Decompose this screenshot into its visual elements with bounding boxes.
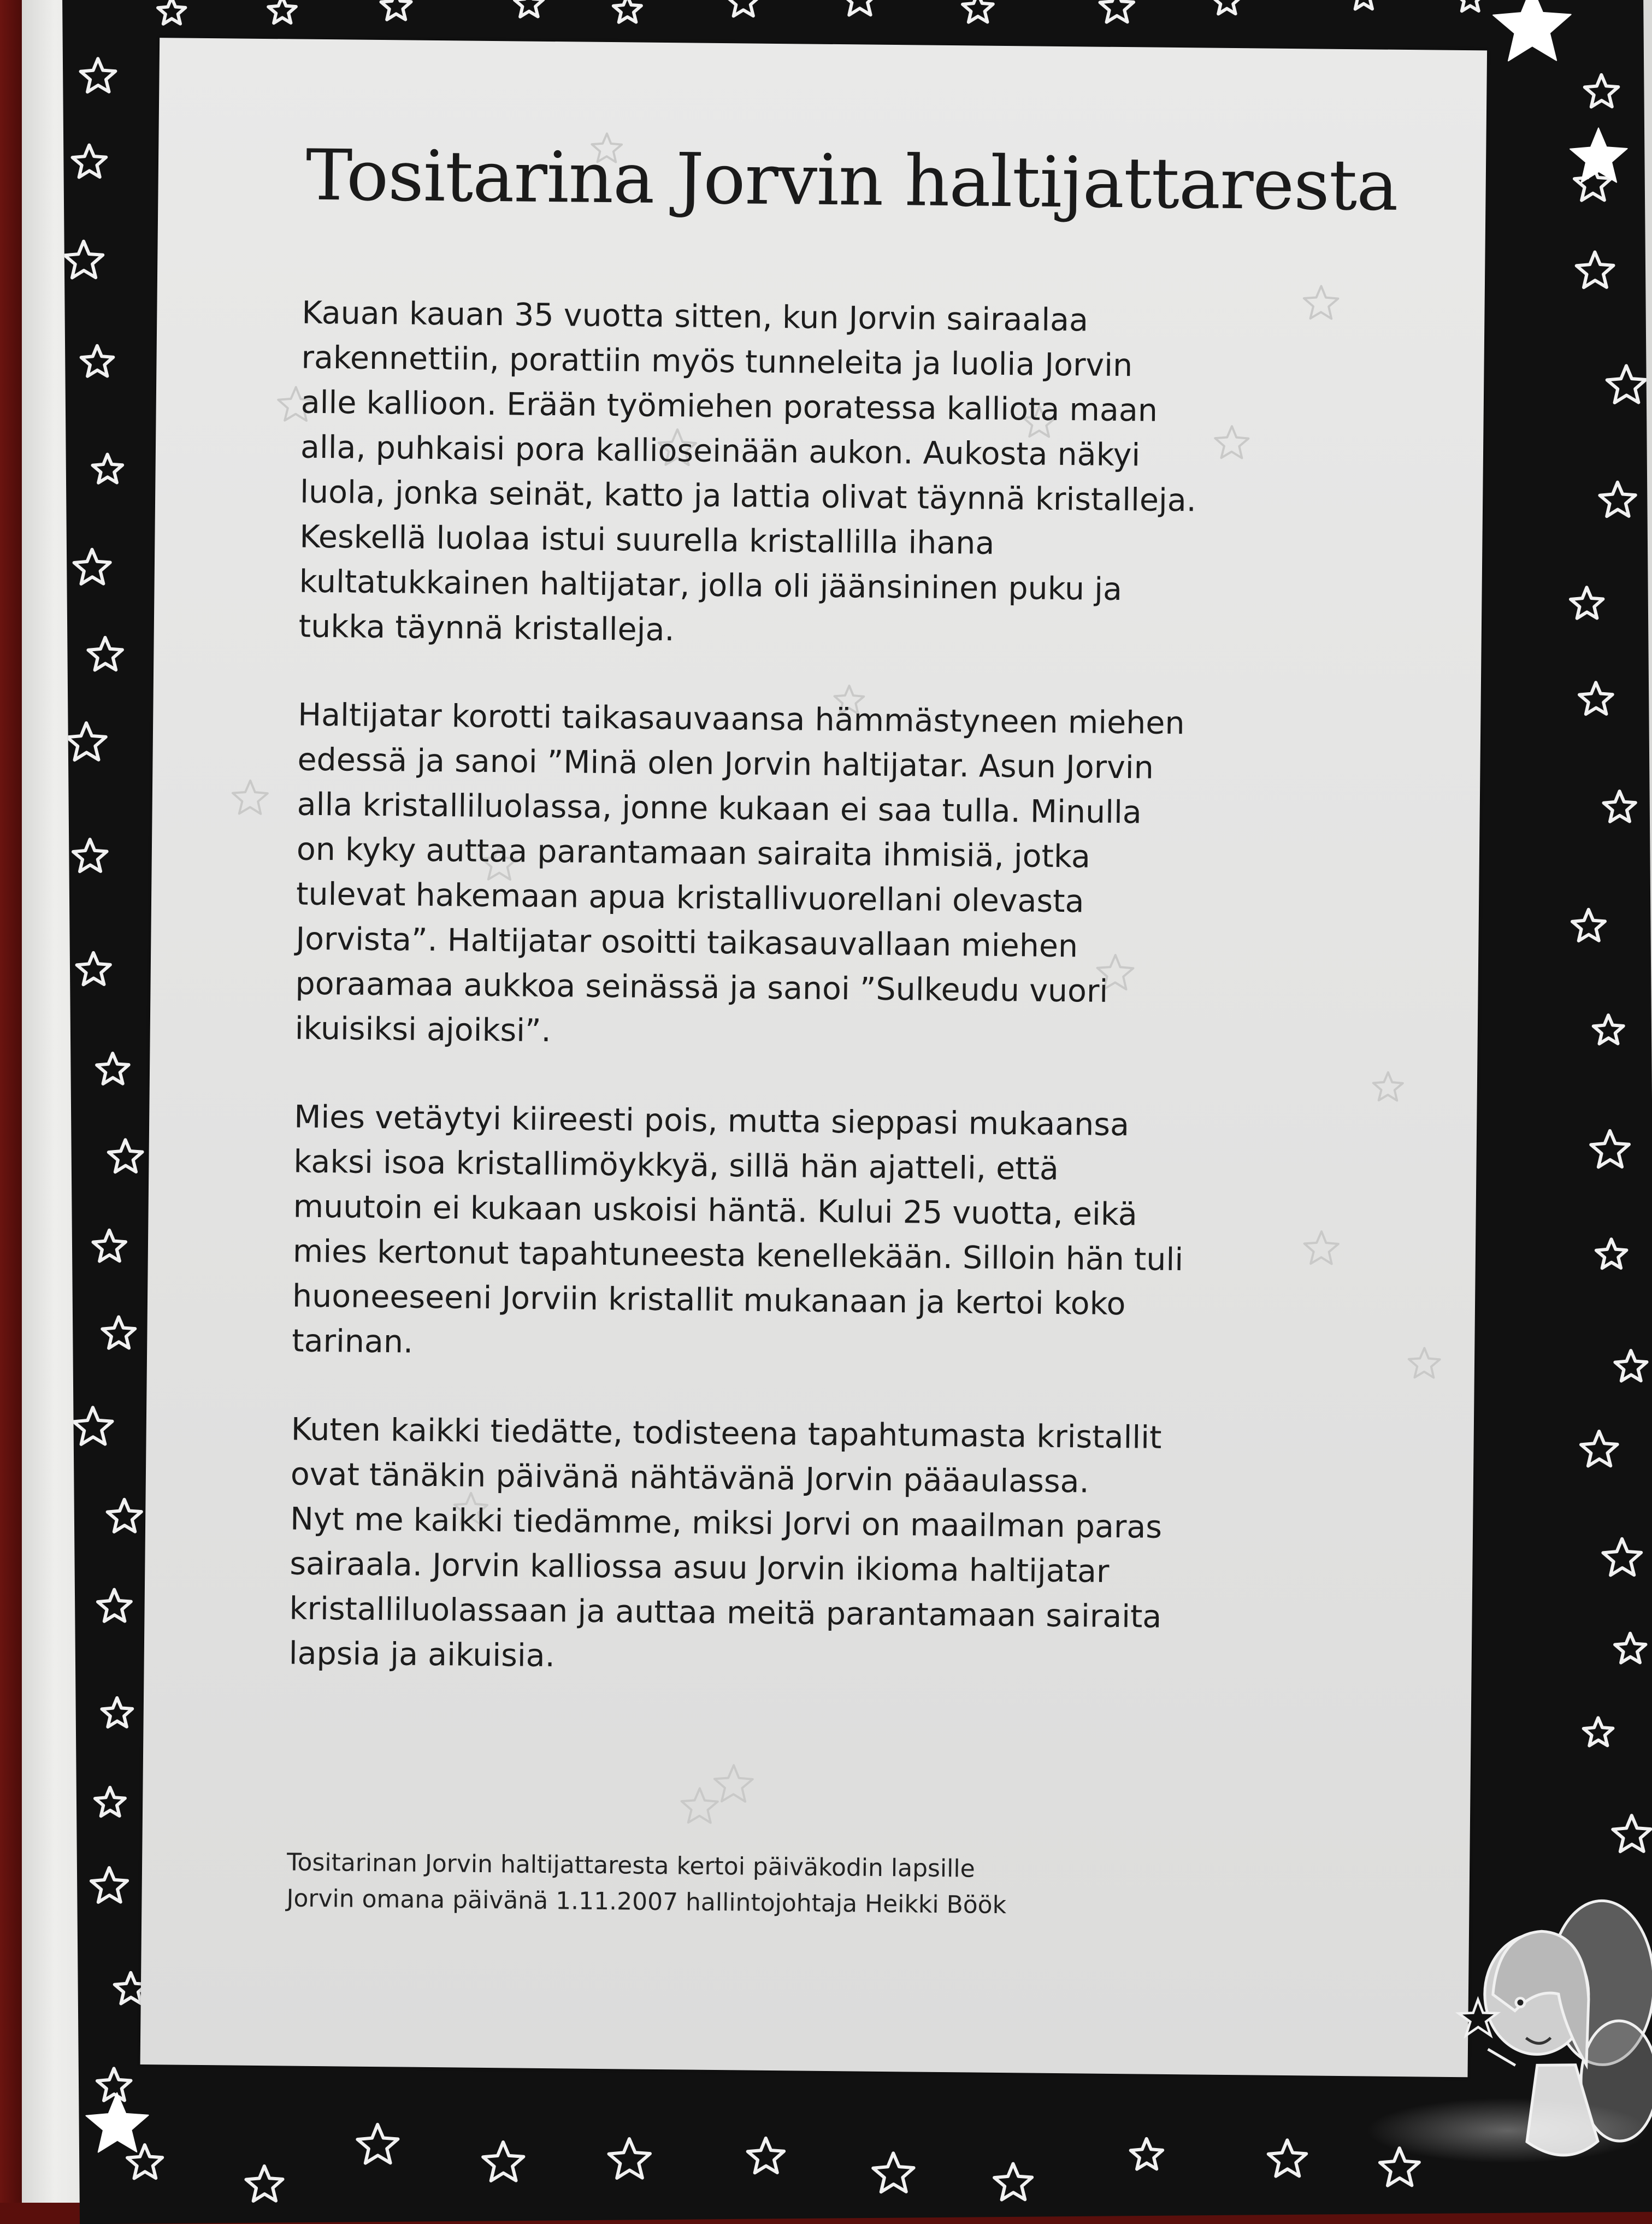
star-icon	[1304, 286, 1338, 318]
star-icon	[88, 638, 122, 670]
paragraph	[294, 693, 1199, 1060]
credit-line: Jorvin omana päivänä 1.11.2007 hallintojohtaja Heikki Böök	[286, 1884, 1007, 1920]
star-icon	[1350, 0, 1378, 9]
text-line: alla, puhkaisi pora kallioseinään aukon. Aukosta näkyi	[300, 429, 1141, 474]
star-icon	[1304, 1231, 1338, 1264]
star-icon	[1603, 1539, 1641, 1576]
star-icon	[72, 145, 106, 177]
star-icon	[1493, 0, 1572, 61]
star-icon	[1408, 1348, 1439, 1378]
text-line: Jorvista”. Haltijatar osoitti taikasauvallaan miehen	[296, 921, 1078, 965]
star-icon	[67, 723, 106, 760]
star-icon	[1579, 682, 1613, 714]
text-line: kultatukkainen haltijatar, jolla oli jäänsininen puku ja	[299, 563, 1123, 608]
paragraph	[298, 291, 1203, 658]
text-line: Kuten kaikki tiedätte, todisteena tapahtumasta kristallit	[291, 1411, 1162, 1456]
text-line: kristalliluolassaan ja auttaa meitä parantamaan sairaita	[289, 1590, 1162, 1635]
star-icon	[246, 2166, 283, 2201]
star-icon	[1585, 75, 1619, 107]
star-icon	[107, 1499, 141, 1532]
star-icon	[1130, 2139, 1163, 2169]
star-icon	[1615, 1633, 1646, 1663]
star-icon	[86, 2092, 149, 2152]
star-icon	[842, 0, 877, 15]
text-line: tarinan.	[291, 1323, 414, 1360]
text-line: poraamaa aukkoa seinässä ja sanoi ”Sulkeudu vuori	[295, 965, 1108, 1010]
star-icon	[1600, 482, 1636, 516]
credit-line: Tositarinan Jorvin haltijattaresta kertoi päiväkodin lapsille	[286, 1848, 975, 1883]
star-icon	[97, 2068, 131, 2101]
star-icon	[357, 2125, 398, 2163]
star-icon	[1591, 1130, 1629, 1167]
text-line: tukka täynnä kristalleja.	[298, 608, 675, 648]
star-icon	[1456, 0, 1484, 11]
star-icon	[73, 1407, 112, 1444]
star-icon	[102, 1698, 132, 1727]
star-icon	[1594, 1015, 1624, 1044]
poster	[62, 0, 1652, 2224]
star-icon	[609, 2139, 650, 2178]
star-icon	[681, 1788, 718, 1823]
star-icon	[515, 0, 544, 17]
star-icon	[76, 953, 110, 985]
text-line: rakennettiin, porattiin myös tunneleita ja luolia Jorvin	[301, 339, 1133, 384]
star-icon	[1603, 791, 1636, 822]
text-line: Keskellä luolaa istui suurella kristallilla ihana	[299, 518, 995, 562]
star-icon	[97, 1053, 129, 1084]
text-panel	[140, 38, 1488, 2077]
credit-footer	[286, 1845, 1052, 1924]
star-icon	[1373, 1072, 1403, 1101]
star-icon	[91, 1868, 128, 1902]
star-icon	[963, 0, 993, 22]
star-icon	[1572, 910, 1606, 941]
star-icon	[1571, 587, 1603, 618]
star-icon	[81, 346, 113, 376]
star-icon	[233, 780, 268, 813]
star-icon	[93, 1230, 126, 1261]
text-line: tulevat hakemaan apua kristallivuorellani olevasta	[296, 876, 1084, 920]
text-line: edessä ja sanoi ”Minä olen Jorvin haltijatar. Asun Jorvin	[297, 741, 1154, 786]
star-icon	[715, 1765, 753, 1802]
text-line: sairaala. Jorvin kalliossa asuu Jorvin ikioma haltijatar	[290, 1545, 1110, 1590]
star-icon	[73, 839, 107, 871]
text-line: muutoin ei kukaan uskoisi häntä. Kului 25 vuotta, eikä	[293, 1188, 1138, 1233]
star-icon	[1584, 1718, 1613, 1745]
star-icon	[102, 1317, 135, 1348]
text-line: on kyky auttaa parantamaan sairaita ihmisiä, jotka	[296, 831, 1091, 875]
star-icon	[158, 0, 186, 24]
star-icon	[1577, 252, 1614, 287]
star-icon	[381, 0, 411, 20]
star-icon	[747, 2138, 784, 2173]
star-icon	[1100, 0, 1134, 22]
text-line: Mies vetäytyi kiireesti pois, mutta sieppasi mukaansa	[293, 1099, 1130, 1143]
star-icon	[109, 1140, 143, 1172]
text-line: huoneeseeni Jorviin kristallit mukanaan ja kertoi koko	[292, 1278, 1126, 1323]
text-line: lapsia ja aikuisia.	[288, 1635, 556, 1674]
star-icon	[483, 2142, 524, 2181]
star-icon	[613, 0, 641, 22]
star-icon	[98, 1589, 131, 1621]
star-icon	[1215, 426, 1249, 458]
page-title: Tositarina Jorvin haltijattaresta	[305, 134, 1399, 227]
star-icon	[1613, 1815, 1651, 1851]
star-icon	[1570, 128, 1627, 182]
paragraph	[292, 1095, 1196, 1372]
text-line: kaksi isoa kristallimöykkyä, sillä hän ajatteli, että	[293, 1143, 1059, 1187]
star-icon	[1607, 365, 1645, 403]
text-line: ikuisiksi ajoiksi”.	[294, 1010, 552, 1049]
paragraph	[288, 1407, 1193, 1685]
star-icon	[727, 0, 759, 16]
star-icon	[1581, 1431, 1618, 1466]
star-icon	[873, 2153, 914, 2192]
star-icon	[95, 1788, 125, 1816]
text-line: alla kristalliluolassa, jonne kukaan ei saa tulla. Minulla	[297, 786, 1142, 831]
star-icon	[994, 2163, 1032, 2199]
star-icon	[1596, 1239, 1627, 1268]
star-icon	[92, 454, 122, 482]
text-line: alle kallioon. Erään työmiehen poratessa kalliota maan	[300, 384, 1158, 429]
text-line: mies kertonut tapahtuneesta kenellekään. Silloin hän tuli	[292, 1233, 1184, 1278]
star-icon	[268, 0, 296, 23]
text-line: ovat tänäkin päivänä nähtävänä Jorvin pääaulassa.	[290, 1456, 1089, 1500]
star-icon	[64, 241, 103, 278]
text-line: luola, jonka seinät, katto ja lattia olivat täynnä kristalleja.	[299, 474, 1197, 519]
glass-glare	[1366, 2098, 1650, 2163]
star-icon	[1615, 1350, 1647, 1381]
star-icon	[1213, 0, 1241, 14]
text-line: Nyt me kaikki tiedämme, miksi Jorvi on maailman paras	[290, 1501, 1163, 1545]
star-icon	[80, 58, 115, 92]
story-text	[288, 291, 1203, 1729]
star-icon	[74, 549, 110, 583]
text-line: Haltijatar korotti taikasauvaansa hämmästyneen miehen	[297, 697, 1185, 742]
text-line: Kauan kauan 35 vuotta sitten, kun Jorvin sairaalaa	[302, 294, 1089, 339]
star-icon	[1268, 2140, 1307, 2176]
